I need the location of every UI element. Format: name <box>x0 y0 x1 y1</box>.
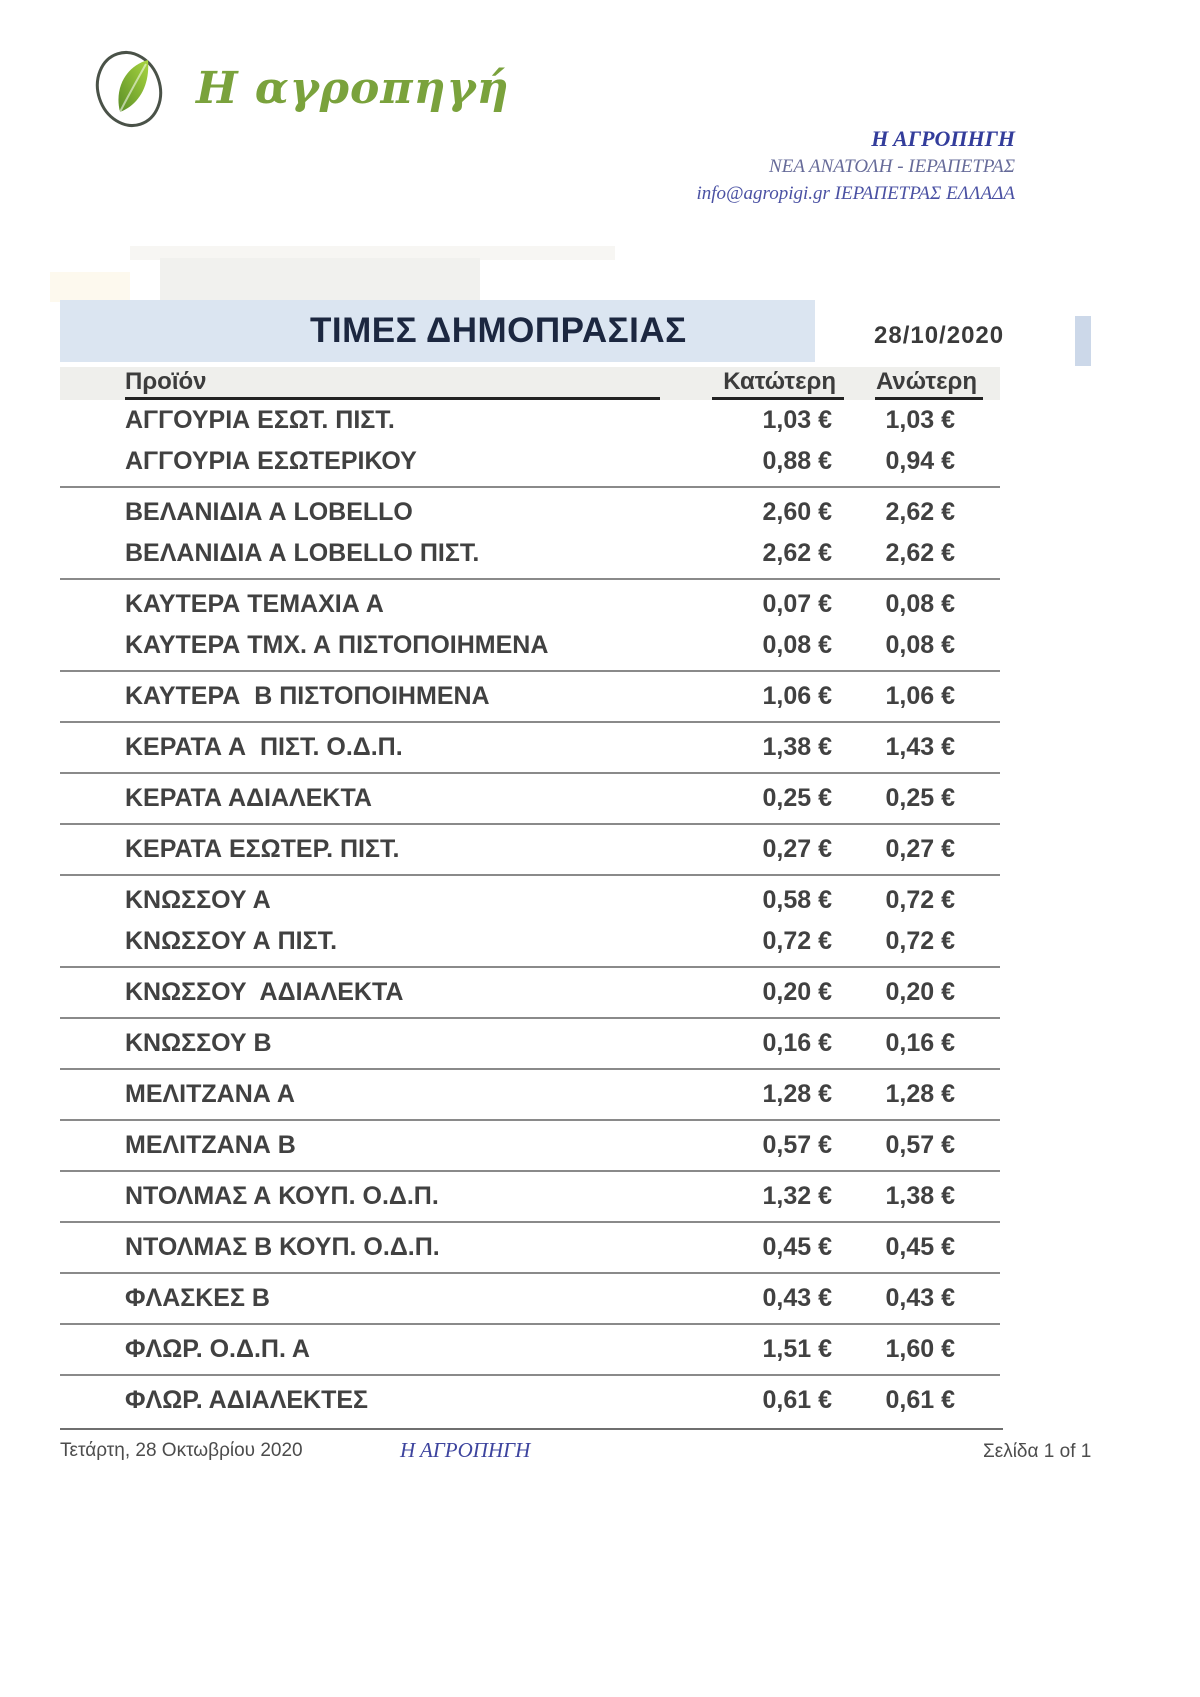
table-row <box>60 400 1000 441</box>
upper-price: 1,03 € <box>885 406 955 434</box>
lower-price: 0,88 € <box>762 447 832 475</box>
lower-price: 2,62 € <box>762 539 832 567</box>
lower-price: 0,20 € <box>762 978 832 1006</box>
group-separator <box>60 1374 1000 1376</box>
upper-price: 0,94 € <box>885 447 955 475</box>
footer-page-number: Σελίδα 1 of 1 <box>983 1441 1092 1462</box>
product-name: ΒΕΛΑΝΙΔΙΑ Α LOBELLO <box>125 498 413 526</box>
upper-price: 1,60 € <box>885 1335 955 1363</box>
product-name: ΚΑΥΤΕΡΑ Β ΠΙΣΤΟΠΟΙΗΜΕΝΑ <box>125 682 490 710</box>
product-name: ΚΝΩΣΣΟΥ Β <box>125 1029 272 1057</box>
document-date: 28/10/2020 <box>874 322 1005 349</box>
table-row <box>60 1278 1000 1319</box>
group-separator <box>60 823 1000 825</box>
lower-price: 0,27 € <box>762 835 832 863</box>
table-row <box>60 921 1000 962</box>
table-row <box>60 1227 1000 1268</box>
product-name: ΜΕΛΙΤΖΑΝΑ Β <box>125 1131 296 1159</box>
upper-price: 0,08 € <box>885 631 955 659</box>
agropigi-logo <box>84 50 510 128</box>
upper-price: 0,43 € <box>885 1284 955 1312</box>
lower-price: 0,07 € <box>762 590 832 618</box>
upper-price: 2,62 € <box>885 498 955 526</box>
lower-price: 0,72 € <box>762 927 832 955</box>
footer-rule <box>60 1428 1003 1430</box>
lower-price: 2,60 € <box>762 498 832 526</box>
table-row <box>60 1125 1000 1166</box>
lower-price: 1,32 € <box>762 1182 832 1210</box>
group-separator <box>60 1323 1000 1325</box>
group-separator <box>60 721 1000 723</box>
product-name: ΦΛΩΡ. Ο.Δ.Π. Α <box>125 1335 310 1363</box>
scan-artifact-blue-bar <box>1075 316 1091 366</box>
table-row <box>60 1329 1000 1370</box>
upper-price: 1,28 € <box>885 1080 955 1108</box>
header-gap <box>660 367 712 400</box>
group-separator <box>60 1068 1000 1070</box>
lower-price: 1,06 € <box>762 682 832 710</box>
group-separator <box>60 486 1000 488</box>
table-row <box>60 1074 1000 1115</box>
lower-price: 0,58 € <box>762 886 832 914</box>
product-name: ΦΛΩΡ. ΑΔΙΑΛΕΚΤΕΣ <box>125 1386 369 1414</box>
lower-price: 1,28 € <box>762 1080 832 1108</box>
logo-wordmark: Η αγροπηγή <box>196 63 510 114</box>
letterhead-address: ΝΕΑ ΑΝΑΤΟΛΗ - ΙΕΡΑΠΕΤΡΑΣ <box>769 156 1015 178</box>
column-header-product: Προϊόν <box>125 367 660 400</box>
product-name: ΚΑΥΤΕΡΑ ΤΜΧ. Α ΠΙΣΤΟΠΟΙΗΜΕΝΑ <box>125 631 549 659</box>
group-separator <box>60 772 1000 774</box>
lower-price: 1,51 € <box>762 1335 832 1363</box>
product-name: ΚΕΡΑΤΑ ΕΣΩΤΕΡ. ΠΙΣΤ. <box>125 835 400 863</box>
upper-price: 0,72 € <box>885 886 955 914</box>
lower-price: 0,25 € <box>762 784 832 812</box>
upper-price: 0,61 € <box>885 1386 955 1414</box>
upper-price: 1,06 € <box>885 682 955 710</box>
upper-price: 0,27 € <box>885 835 955 863</box>
table-row <box>60 829 1000 870</box>
product-name: ΚΝΩΣΣΟΥ Α ΠΙΣΤ. <box>125 927 338 955</box>
column-header-upper: Ανώτερη <box>875 367 983 400</box>
group-separator <box>60 1221 1000 1223</box>
lower-price: 0,43 € <box>762 1284 832 1312</box>
product-name: ΚΝΩΣΣΟΥ Α <box>125 886 271 914</box>
upper-price: 0,25 € <box>885 784 955 812</box>
group-separator <box>60 1119 1000 1121</box>
table-row <box>60 778 1000 819</box>
lower-price: 1,38 € <box>762 733 832 761</box>
upper-price: 1,38 € <box>885 1182 955 1210</box>
scan-artifact-left <box>50 272 130 302</box>
header-gap <box>844 367 875 400</box>
product-name: ΑΓΓΟΥΡΙΑ ΕΣΩΤ. ΠΙΣΤ. <box>125 406 395 434</box>
group-separator <box>60 874 1000 876</box>
group-separator <box>60 966 1000 968</box>
letterhead <box>696 124 1015 207</box>
product-name: ΜΕΛΙΤΖΑΝΑ Α <box>125 1080 295 1108</box>
lower-price: 0,08 € <box>762 631 832 659</box>
title-banner <box>60 300 815 362</box>
lower-price: 0,45 € <box>762 1233 832 1261</box>
lower-price: 0,61 € <box>762 1386 832 1414</box>
upper-price: 0,16 € <box>885 1029 955 1057</box>
group-separator <box>60 1017 1000 1019</box>
table-row <box>60 492 1000 533</box>
table-row <box>60 584 1000 625</box>
table-row <box>60 880 1000 921</box>
table-row <box>60 441 1000 482</box>
footer-date: Τετάρτη, 28 Οκτωβρίου 2020 <box>60 1440 303 1461</box>
lower-price: 1,03 € <box>762 406 832 434</box>
group-separator <box>60 670 1000 672</box>
header-indent <box>60 367 125 400</box>
price-table-body <box>60 400 1000 1421</box>
table-row <box>60 727 1000 768</box>
table-header-row <box>60 367 1000 400</box>
upper-price: 0,72 € <box>885 927 955 955</box>
product-name: ΚΑΥΤΕΡΑ ΤΕΜΑΧΙΑ Α <box>125 590 384 618</box>
lower-price: 0,57 € <box>762 1131 832 1159</box>
table-row <box>60 533 1000 574</box>
table-row <box>60 972 1000 1013</box>
product-name: ΝΤΟΛΜΑΣ Β ΚΟΥΠ. Ο.Δ.Π. <box>125 1233 440 1261</box>
column-header-lower: Κατώτερη <box>712 367 844 400</box>
product-name: ΚΕΡΑΤΑ ΑΔΙΑΛΕΚΤΑ <box>125 784 372 812</box>
page-title: ΤΙΜΕΣ ΔΗΜΟΠΡΑΣΙΑΣ <box>310 311 687 350</box>
upper-price: 0,20 € <box>885 978 955 1006</box>
table-row <box>60 1023 1000 1064</box>
upper-price: 2,62 € <box>885 539 955 567</box>
table-row <box>60 625 1000 666</box>
upper-price: 1,43 € <box>885 733 955 761</box>
table-row <box>60 676 1000 717</box>
letterhead-contact: info@agropigi.gr ΙΕΡΑΠΕΤΡΑΣ ΕΛΛΑΔΑ <box>696 182 1015 204</box>
product-name: ΒΕΛΑΝΙΔΙΑ Α LOBELLO ΠΙΣΤ. <box>125 539 480 567</box>
product-name: ΑΓΓΟΥΡΙΑ ΕΣΩΤΕΡΙΚΟΥ <box>125 447 417 475</box>
lower-price: 0,16 € <box>762 1029 832 1057</box>
group-separator <box>60 1272 1000 1274</box>
table-row <box>60 1176 1000 1217</box>
product-name: ΝΤΟΛΜΑΣ Α ΚΟΥΠ. Ο.Δ.Π. <box>125 1182 439 1210</box>
price-table <box>60 367 1000 1421</box>
leaf-logo-icon <box>84 50 180 128</box>
upper-price: 0,57 € <box>885 1131 955 1159</box>
product-name: ΦΛΑΣΚΕΣ Β <box>125 1284 270 1312</box>
footer-company: Η ΑΓΡΟΠΗΓΗ <box>400 1438 531 1462</box>
product-name: ΚΕΡΑΤΑ Α ΠΙΣΤ. Ο.Δ.Π. <box>125 733 403 761</box>
group-separator <box>60 1170 1000 1172</box>
upper-price: 0,08 € <box>885 590 955 618</box>
group-separator <box>60 578 1000 580</box>
table-row <box>60 1380 1000 1421</box>
letterhead-company: Η ΑΓΡΟΠΗΓΗ <box>871 126 1015 151</box>
product-name: ΚΝΩΣΣΟΥ ΑΔΙΑΛΕΚΤΑ <box>125 978 404 1006</box>
upper-price: 0,45 € <box>885 1233 955 1261</box>
